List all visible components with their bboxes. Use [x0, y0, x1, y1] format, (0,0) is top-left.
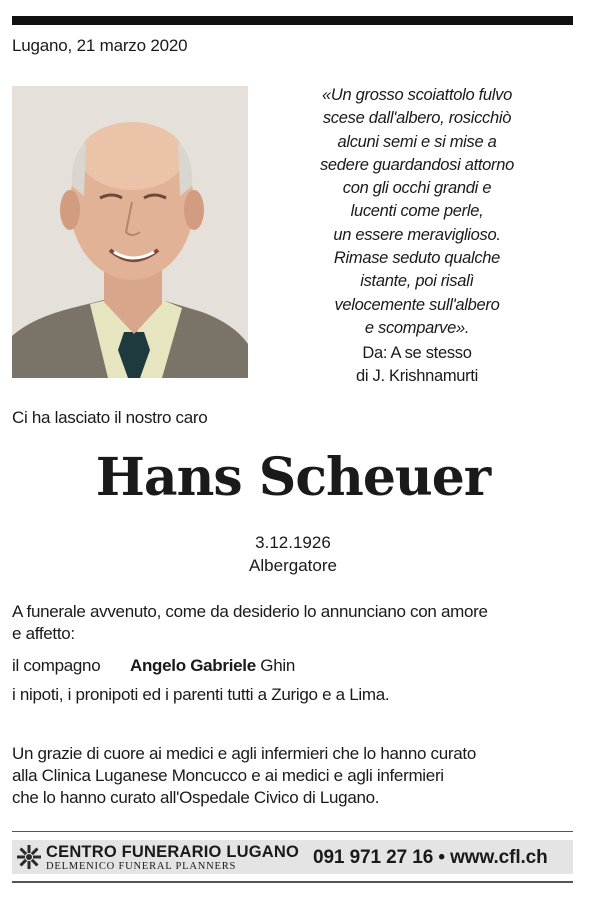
funeral-logo-icon: [16, 844, 42, 870]
quote-line: e scomparve».: [364, 318, 470, 337]
attribution-line: di J. Krishnamurti: [355, 367, 479, 386]
quote-line: con gli occhi grandi e: [342, 179, 492, 198]
paragraph-line: che lo hanno curato all'Ospedale Civico di Lugano.: [12, 788, 380, 807]
deceased-name: Hans Scheuer: [95, 447, 491, 508]
paragraph-line: Un grazie di cuore ai medici e agli infermieri che lo hanno curato: [12, 744, 477, 763]
quote-line: alcuni semi e si mise a: [337, 132, 497, 151]
companion-line: [12, 655, 295, 677]
paragraph-line: e affetto:: [12, 624, 75, 643]
brand-contact: 091 971 27 16 • www.cfl.ch: [313, 847, 548, 868]
footer-divider-bottom: [12, 881, 573, 883]
quote-line: istante, poi risalì: [360, 272, 474, 291]
relatives-line: i nipoti, i pronipoti ed i parenti tutti a Zurigo e a Lima.: [12, 685, 390, 704]
thanks-paragraph: [12, 743, 572, 809]
paragraph-line: A funerale avvenuto, come da desiderio lo annunciano con amore: [12, 602, 488, 621]
footer-divider-top: [12, 831, 573, 832]
brand-title: CENTRO FUNERARIO LUGANO: [46, 843, 300, 861]
quote-line: lucenti come perle,: [350, 202, 484, 221]
announcement-paragraph: [12, 601, 572, 645]
intro-text: Ci ha lasciato il nostro caro: [12, 408, 208, 427]
quote-line: sedere guardandosi attorno: [319, 155, 514, 174]
top-black-bar: [12, 16, 573, 25]
date-line: Lugano, 21 marzo 2020: [12, 36, 188, 55]
quote-text: [286, 84, 548, 340]
companion-first-name: Angelo Gabriele: [130, 656, 256, 675]
companion-label: il compagno: [12, 656, 101, 675]
quote-line: un essere meraviglioso.: [333, 225, 501, 244]
profession: Albergatore: [249, 556, 337, 575]
quote-line: «Un grosso scoiattolo fulvo: [321, 86, 512, 104]
quote-line: velocemente sull'albero: [334, 295, 500, 314]
companion-last-name: Ghin: [255, 656, 296, 675]
attribution-line: Da: A se stesso: [362, 344, 472, 362]
quote-line: Rimase seduto qualche: [333, 249, 501, 268]
birth-date: 3.12.1926: [255, 533, 331, 552]
quote-line: scese dall'albero, rosicchiò: [322, 109, 512, 128]
paragraph-line: alla Clinica Luganese Moncucco e ai medici e agli infermieri: [12, 766, 444, 785]
brand-subtitle: DELMENICO FUNERAL PLANNERS: [46, 861, 237, 872]
portrait-photo: [12, 86, 248, 378]
quote-attribution: [286, 342, 548, 389]
